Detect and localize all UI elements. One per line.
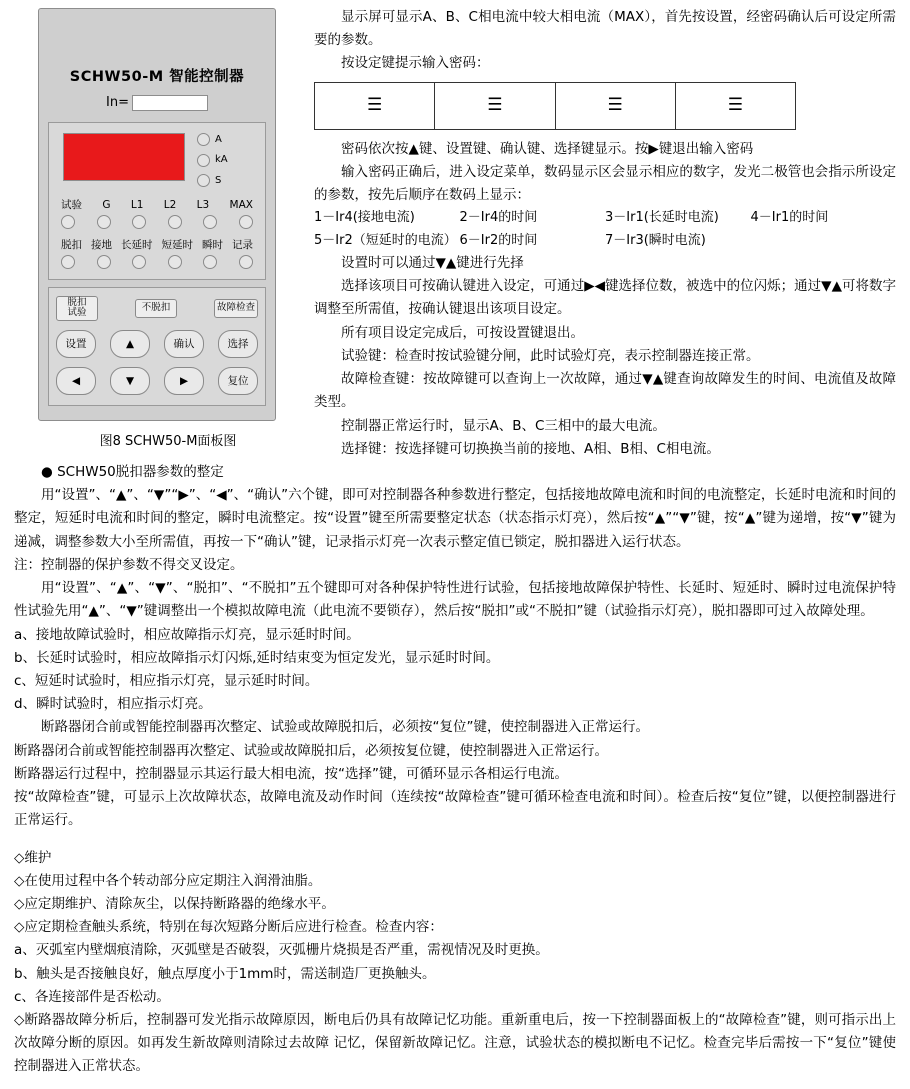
paragraph-18: 断路器运行过程中，控制器显示其运行最大相电流，按“选择”键，可循环显示各相运行电流。: [14, 765, 568, 782]
indicator-label-row-1: [61, 196, 253, 214]
unit-label: kA: [215, 154, 228, 166]
indicator-led-icon: [132, 255, 146, 269]
in-value-field[interactable]: [132, 95, 208, 111]
indicator-label: L3: [196, 198, 210, 211]
password-menu-strip: [314, 82, 796, 130]
select-button[interactable]: [218, 330, 258, 358]
paragraph-6: 选择该项目可按确认键进入设定，可通过▶◀键选择位数，被选中的位闪烁；通过▼▲可将数字调整至所需值，按确认键退出该项目设定。: [314, 278, 896, 318]
set-button[interactable]: [56, 330, 96, 358]
indicator-label: MAX: [229, 198, 253, 211]
maintenance-item: ◇在使用过程中各个转动部分应定期注入润滑油脂。: [14, 872, 322, 889]
led-display: [63, 133, 185, 181]
list-item: b、长延时试验时，相应故障指示灯闪烁,延时结束变为恒定发光，显示延时时间。: [14, 649, 500, 666]
param-item: 5－Ir2（短延时的电流）: [314, 232, 457, 248]
in-label: In=: [106, 94, 129, 110]
indicator-led-icon: [239, 215, 253, 229]
indicator-label: 试验: [61, 198, 82, 211]
unit-label: A: [215, 134, 222, 146]
maintenance-sub-item: c、各连接部件是否松动。: [14, 988, 170, 1005]
maintenance-sub-item: a、灭弧室内壁烟痕清除，灭弧壁是否破裂，灭弧栅片烧损是否严重，需视情况及时更换。: [14, 942, 549, 959]
confirm-button[interactable]: [164, 330, 204, 358]
indicator-label: L2: [163, 198, 177, 211]
paragraph-11: 选择键：按选择键可切换换当前的接地、A相、B相、C相电流。: [341, 440, 720, 457]
button-label: 确认: [173, 337, 195, 350]
param-item: 2－Ir4的时间: [459, 210, 538, 226]
button-label: 选择: [227, 337, 249, 350]
param-item: 4－Ir1的时间: [750, 210, 829, 226]
in-row: [48, 92, 266, 114]
figure-panel: [38, 8, 298, 453]
param-row-2: [314, 230, 896, 252]
down-arrow-button[interactable]: [110, 367, 150, 395]
display-block: [48, 122, 266, 280]
indicator-label-row-2: [61, 236, 253, 254]
keypad-row-3: [56, 367, 258, 395]
menu-cell[interactable]: ☰: [435, 83, 555, 129]
button-label: 试验: [67, 307, 87, 319]
unit-s: [197, 172, 228, 189]
param-row-1: [314, 207, 896, 229]
param-item: 6－Ir2的时间: [459, 232, 538, 248]
param-item-empty: [751, 230, 897, 252]
led-icon: [197, 154, 210, 167]
paragraph-9: 故障检查键：按故障键可以查询上一次故障，通过▼▲键查询故障发生的时间、电流值及故障类型。: [314, 371, 896, 411]
left-arrow-icon: ◀: [71, 374, 81, 387]
maintenance-final-paragraph: ◇断路器故障分析后，控制器可发光指示故障原因，断电后仍具有故障记忆功能。重新重电后，按一下控制器面板上的“故障检查”键，则可指示出上次故障分断的原因。如再发生新故障则清除过去故障 记忆，保留新故障记忆。注意，试验状态的模拟断电不记忆。检查完毕后需按一下“复位”键使控制器进入正常状态。: [14, 1012, 896, 1075]
indicator-label: 接地: [91, 238, 112, 251]
no-trip-button[interactable]: [135, 299, 177, 317]
led-icon: [197, 133, 210, 146]
menu-cell[interactable]: ☰: [556, 83, 676, 129]
maintenance-sub-item: b、触头是否接触良好，触点厚度小于1mm时，需送制造厂更换触头。: [14, 965, 436, 982]
indicator-dot-row-2: [61, 255, 253, 269]
paragraph-16: 断路器闭合前或智能控制器再次整定、试验或故障脱扣后，必须按“复位”键，使控制器进入正常运行。: [41, 719, 649, 736]
indicator-led-icon: [203, 255, 217, 269]
param-item: 7－Ir3(瞬时电流): [605, 232, 706, 248]
param-item: 1－Ir4(接地电流): [314, 210, 415, 226]
paragraph-13: 用“设置”、“▲”、“▼”“▶”、“◀”、“确认”六个键，即可对控制器各种参数进行整定，包括接地故障电流和时间的电流整定，长延时电流和时间的整定，短延时电流和时间的整定，瞬时电流整定。按“设置”键至所需要整定状态（状态指示灯亮），然后按“▲”“▼”键，按“▲”键为递增，按“▼”键为递减，调整参数大小至所需值，再按一下“确认”键，记录指示灯亮一次表示整定值已锁定，脱扣器进入运行状态。: [14, 487, 896, 550]
paragraph-1: 显示屏可显示A、B、C相电流中较大相电流（MAX），首先按设置，经密码确认后可设定所需要的参数。: [314, 9, 896, 49]
indicator-label: 短延时: [161, 238, 193, 251]
paragraph-15: 用“设置”、“▲”、“▼”、“脱扣”、“不脱扣”五个键即可对各种保护特性进行试验，包括接地故障保护特性、长延时、短延时、瞬时过电流保护特性试验先用“▲”、“▼”键调整出一个模拟故障电流（此电流不要锁存），然后按“脱扣”或“不脱扣”键（试验指示灯亮），脱扣器即可过入故障处理。: [14, 580, 896, 620]
figure-caption: 图8 SCHW50-M面板图: [99, 433, 237, 449]
fault-check-button[interactable]: [214, 299, 258, 317]
indicator-label: 瞬时: [202, 238, 223, 251]
maintenance-item: ◇应定期检查触头系统，特别在每次短路分断后应进行检查。检查内容：: [14, 919, 443, 936]
button-label: 复位: [227, 374, 249, 387]
paragraph-8: 试验键：检查时按试验键分闸，此时试验灯亮，表示控制器连接正常。: [341, 347, 760, 364]
indicator-dot-row-1: [61, 215, 253, 229]
right-arrow-button[interactable]: [164, 367, 204, 395]
unit-indicator-group: [197, 131, 228, 189]
indicator-led-icon: [168, 255, 182, 269]
paragraph-4: 输入密码正确后，进入设定菜单，数码显示区会显示相应的数字，发光二极管也会指示所设定的参数，按先后顺序在数码上显示：: [314, 163, 896, 204]
list-item: a、接地故障试验时，相应故障指示灯亮，显示延时时间。: [14, 626, 360, 643]
paragraph-7: 所有项目设定完成后，可按设置键退出。: [341, 324, 584, 341]
up-arrow-button[interactable]: [110, 330, 150, 358]
button-label: 不脱扣: [141, 302, 171, 314]
down-arrow-icon: ▼: [125, 374, 135, 387]
controller-panel: [38, 8, 276, 421]
paragraph-3: 密码依次按▲键、设置键、确认键、选择键显示。按▶键退出输入密码: [341, 140, 754, 157]
indicator-led-icon: [61, 255, 75, 269]
indicator-led-icon: [61, 215, 75, 229]
menu-cell[interactable]: ☰: [315, 83, 435, 129]
led-icon: [197, 174, 210, 187]
paragraph-5: 设置时可以通过▼▲键进行先择: [341, 255, 524, 272]
up-arrow-icon: ▲: [125, 337, 135, 350]
keypad-row-1: [56, 296, 258, 321]
paragraph-2: 按设定键提示输入密码：: [341, 55, 490, 72]
trip-test-button[interactable]: [56, 296, 98, 321]
unit-label: S: [215, 174, 222, 186]
reset-button[interactable]: [218, 367, 258, 395]
indicator-label: L1: [130, 198, 144, 211]
indicator-led-icon: [97, 215, 111, 229]
note-paragraph: 注：控制器的保护参数不得交叉设定。: [14, 556, 244, 573]
keypad-row-2: [56, 330, 258, 358]
indicator-label: 长延时: [121, 238, 153, 251]
indicator-label: 脱扣: [61, 238, 82, 251]
paragraph-19: 按“故障检查”键，可显示上次故障状态，故障电流及动作时间（连续按“故障检查”键可循环检查电流和时间）。检查后按“复位”键，以便控制器进行正常运行。: [14, 789, 896, 829]
left-arrow-button[interactable]: [56, 367, 96, 395]
right-arrow-icon: ▶: [179, 374, 189, 387]
keypad-block: [48, 287, 266, 406]
paragraph-10: 控制器正常运行时，显示A、B、C三相中的最大电流。: [341, 417, 666, 434]
indicator-led-icon: [239, 255, 253, 269]
param-item: 3－Ir1(长延时电流): [605, 210, 719, 226]
indicator-led-icon: [132, 215, 146, 229]
panel-title: SCHW50-M 智能控制器: [69, 69, 245, 85]
button-label: 脱扣: [67, 296, 87, 308]
paragraph-17: 断路器闭合前或智能控制器再次整定、试验或故障脱扣后，必须按复位键，使控制器进入正常运行。: [14, 742, 608, 759]
paragraph-12: ● SCHW50脱扣器参数的整定: [41, 464, 224, 480]
menu-cell[interactable]: ☰: [727, 95, 743, 116]
list-item: d、瞬时试验时，相应指示灯亮。: [14, 696, 212, 713]
indicator-label: 记录: [232, 238, 253, 251]
indicator-led-icon: [203, 215, 217, 229]
indicator-led-icon: [168, 215, 182, 229]
maintenance-item: ◇应定期维护、清除灰尘，以保持断路器的绝缘水平。: [14, 895, 335, 912]
button-label: 故障检查: [216, 302, 255, 314]
button-label: 设置: [65, 337, 87, 350]
indicator-led-icon: [97, 255, 111, 269]
indicator-label: G: [102, 198, 111, 211]
unit-a: [197, 131, 228, 148]
unit-ka: [197, 151, 228, 168]
maintenance-title: ◇维护: [14, 849, 52, 866]
list-item: c、短延时试验时，相应指示灯亮，显示延时时间。: [14, 672, 319, 689]
